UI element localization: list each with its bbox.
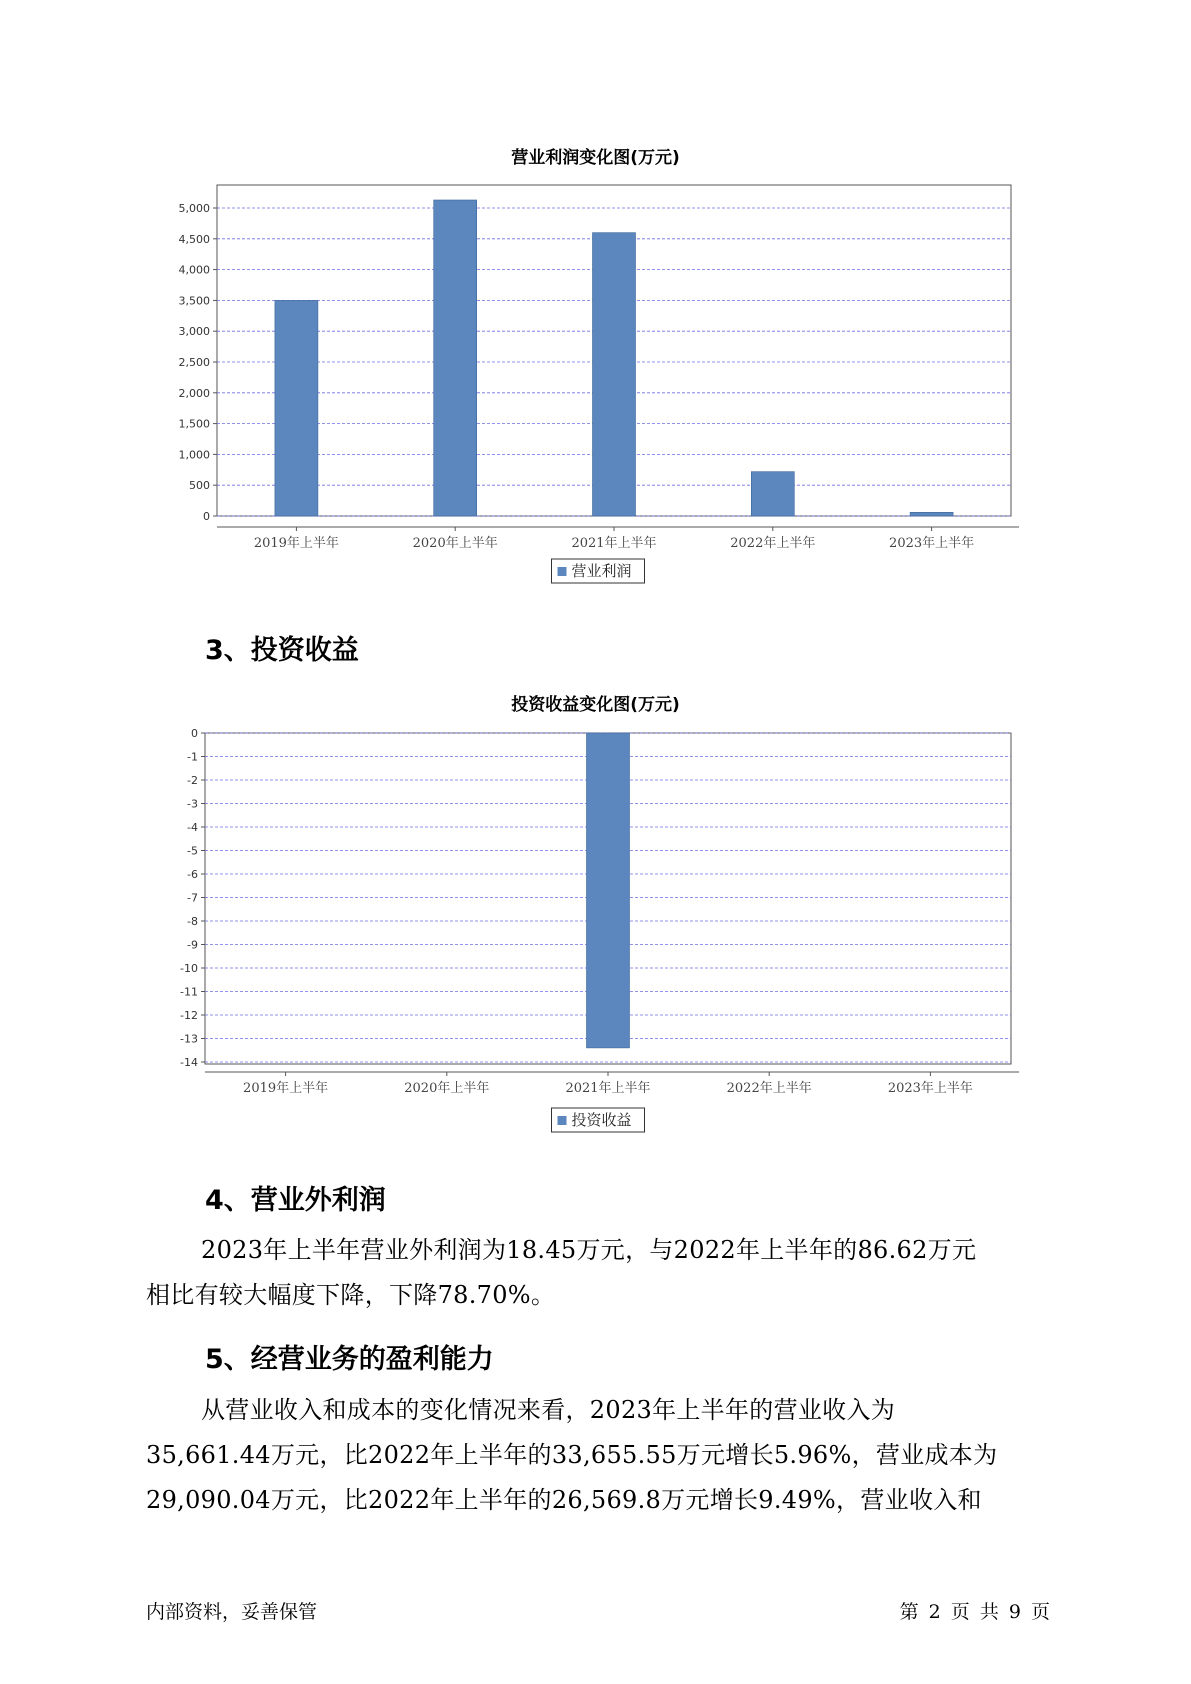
x-tick-label: 2020年上半年 [412,536,498,551]
x-tick-label: 2019年上半年 [253,536,339,551]
y-tick-label: -2 [187,774,198,787]
legend-label: 营业利润 [571,562,632,580]
y-tick-label: -10 [180,962,198,975]
y-tick-label: 3,500 [178,294,210,308]
section-5-paragraph [146,1388,1046,1523]
x-tick-label: 2023年上半年 [889,536,975,551]
section-4-heading: 4、营业外利润 [205,1185,386,1216]
section-5-line-1: 从营业收入和成本的变化情况来看，2023年上半年的营业收入为 [201,1396,896,1424]
x-tick-label: 2020年上半年 [404,1081,490,1096]
x-tick-label: 2021年上半年 [571,536,657,551]
y-tick-label: -4 [187,821,198,834]
y-tick-label: -7 [187,891,198,905]
legend-swatch [558,1116,567,1125]
section-4-line-2: 相比有较大幅度下降，下降78.70%。 [146,1281,556,1309]
y-tick-label: -12 [180,1009,198,1022]
footer-confidential-note: 内部资料，妥善保管 [146,1601,318,1623]
y-tick-label: -5 [187,844,198,858]
section-4-line-1: 2023年上半年营业外利润为18.45万元，与2022年上半年的86.62万元 [201,1236,977,1264]
operating-profit-chart [0,168,1191,598]
chart1-title: 营业利润变化图(万元) [511,148,680,168]
bar [593,233,636,516]
y-tick-label: 0 [203,510,210,523]
bar [587,733,630,1048]
y-tick-label: -13 [180,1032,198,1046]
y-tick-label: 4,000 [178,263,210,277]
bar [434,200,477,516]
y-tick-label: -6 [187,868,198,881]
section-4-paragraph [146,1228,1046,1318]
bar [275,300,318,516]
legend-swatch [558,567,567,576]
y-tick-label: -8 [187,915,198,928]
y-tick-label: -14 [180,1056,198,1069]
y-tick-label: 5,000 [178,202,210,215]
y-tick-label: 4,500 [178,232,210,246]
section-5-line-2: 35,661.44万元，比2022年上半年的33,655.55万元增长5.96%，营业成本为 [146,1441,998,1469]
section-5-heading: 5、经营业务的盈利能力 [205,1344,494,1375]
y-tick-label: 2,500 [178,356,210,369]
y-tick-label: -11 [180,985,198,999]
bar [751,472,794,516]
y-tick-label: 2,000 [178,386,210,400]
x-tick-label: 2019年上半年 [243,1081,329,1096]
x-tick-label: 2021年上半年 [565,1081,651,1096]
x-tick-label: 2022年上半年 [730,536,816,551]
footer-page-number: 第 2 页 共 9 页 [899,1601,1050,1623]
investment-income-chart [0,718,1191,1148]
y-tick-label: 1,500 [178,417,210,431]
x-tick-label: 2023年上半年 [887,1081,973,1096]
y-tick-label: -3 [187,797,198,811]
y-tick-label: -9 [187,938,198,952]
y-tick-label: 3,000 [178,325,210,339]
legend-label: 投资收益 [571,1111,632,1129]
y-tick-label: 1,000 [178,448,210,462]
chart2-title: 投资收益变化图(万元) [511,695,680,715]
y-tick-label: 500 [189,479,210,493]
y-tick-label: 0 [191,727,198,740]
bar [910,512,953,516]
x-tick-label: 2022年上半年 [726,1081,812,1096]
y-tick-label: -1 [187,750,198,764]
section-5-line-3: 29,090.04万元，比2022年上半年的26,569.8万元增长9.49%，营业收入和 [146,1486,982,1514]
section-3-heading: 3、投资收益 [205,635,359,666]
